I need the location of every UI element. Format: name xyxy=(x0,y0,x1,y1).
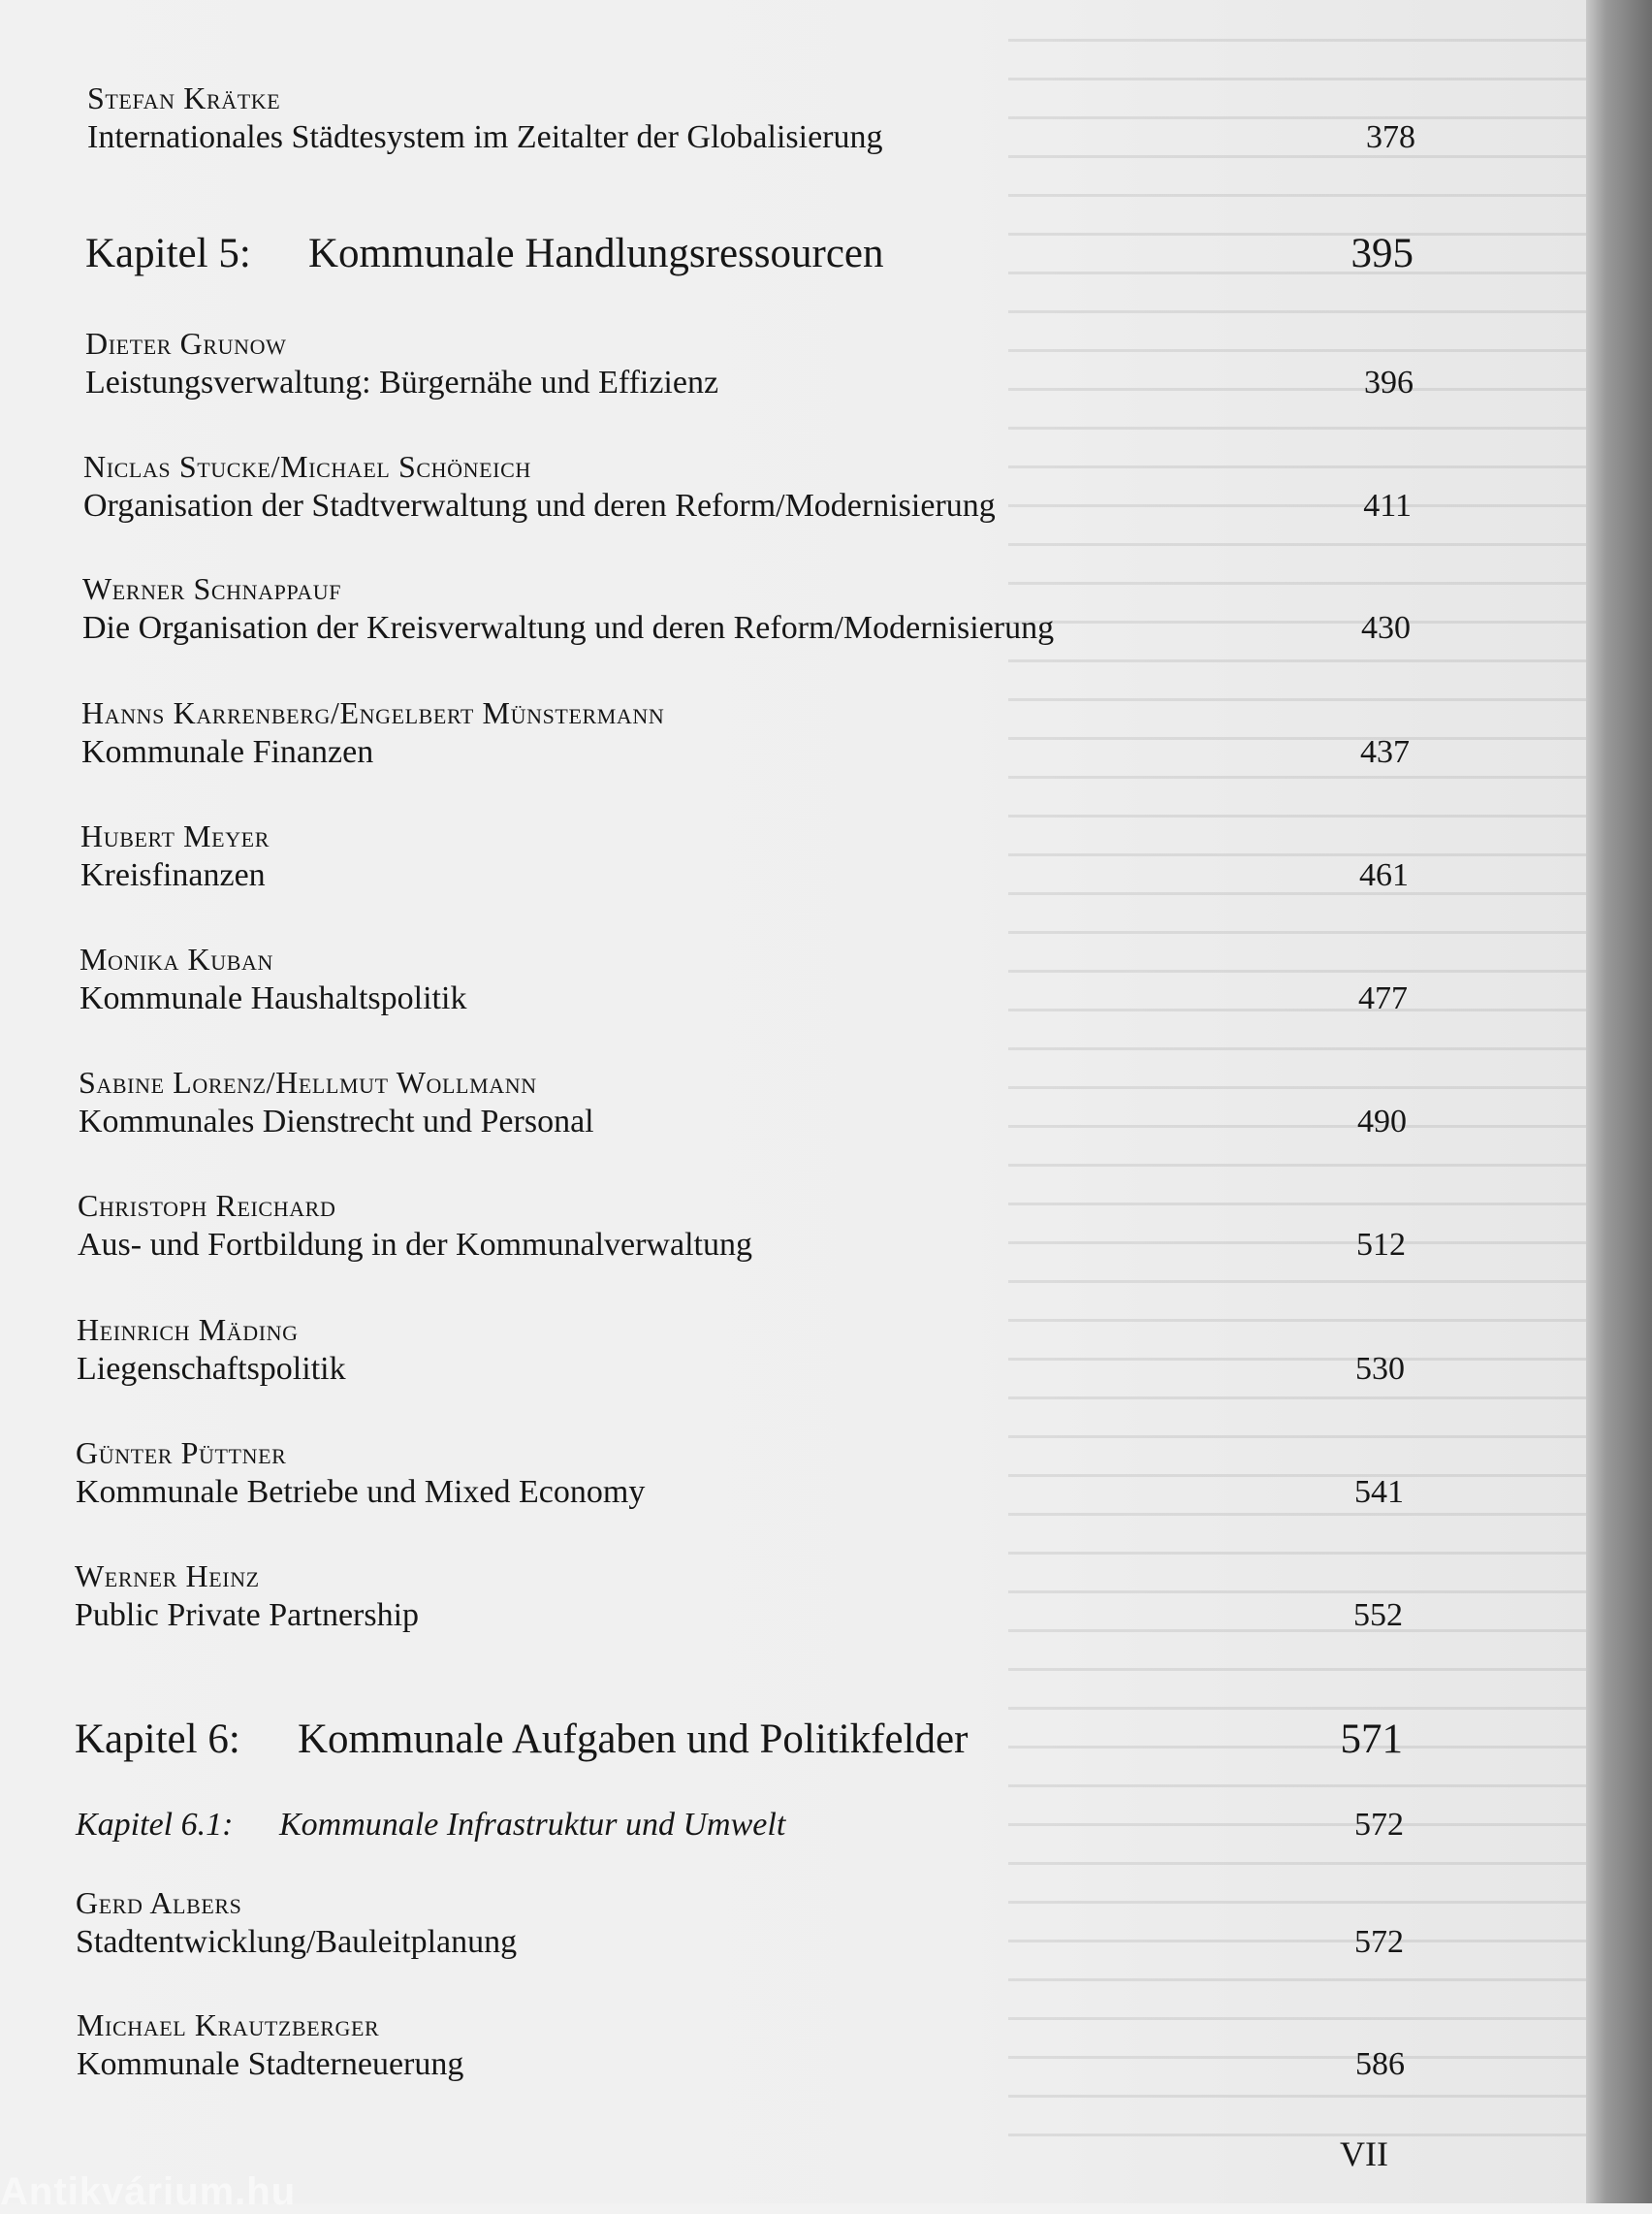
entry-page-number: 572 xyxy=(1354,1807,1404,1843)
toc-chapter-5 xyxy=(85,227,1414,281)
entry-page-number: 530 xyxy=(1355,1351,1405,1387)
entry-author: Stefan Krätke xyxy=(87,80,281,115)
chapter-heading xyxy=(85,227,884,281)
entry-title: Kommunale Betriebe und Mixed Economy xyxy=(76,1474,646,1510)
toc-entry-meyer xyxy=(80,818,1409,897)
subchapter-heading xyxy=(76,1804,785,1846)
entry-author: Gerd Albers xyxy=(76,1885,242,1920)
entry-author: Günter Püttner xyxy=(76,1435,287,1470)
entry-author: Hubert Meyer xyxy=(80,818,270,853)
toc-entry-stucke xyxy=(83,448,1412,528)
entry-page-number: 586 xyxy=(1355,2046,1405,2082)
toc-entry-reichard xyxy=(78,1187,1406,1267)
page-folio: VII xyxy=(1340,2134,1388,2173)
subchapter-title: Kommunale Infrastruktur und Umwelt xyxy=(279,1807,786,1843)
entry-page-number: 541 xyxy=(1354,1474,1404,1510)
entry-title: Kreisfinanzen xyxy=(80,857,266,893)
entry-page-number: 411 xyxy=(1363,488,1412,524)
entry-title: Kommunale Haushaltspolitik xyxy=(79,980,467,1016)
toc-subchapter-6-1 xyxy=(76,1804,1404,1846)
toc-entry-heinz xyxy=(75,1557,1403,1637)
entry-page-number: 512 xyxy=(1356,1227,1406,1263)
entry-title: Kommunales Dienstrecht und Personal xyxy=(79,1104,594,1139)
entry-author: Heinrich Mäding xyxy=(77,1312,299,1347)
entry-title: Organisation der Stadtverwaltung und deren Reform/Modernisierung xyxy=(83,488,996,524)
entry-page-number: 571 xyxy=(1340,1717,1403,1762)
entry-author: Christoph Reichard xyxy=(78,1188,336,1223)
entry-page-number: 430 xyxy=(1361,610,1411,646)
watermark-text: Antikvárium.hu xyxy=(0,2170,297,2213)
toc-entry-lorenz xyxy=(79,1064,1407,1143)
entry-author: Hanns Karrenberg/Engelbert Münstermann xyxy=(81,695,665,730)
entry-page-number: 395 xyxy=(1350,231,1414,276)
entry-page-number: 490 xyxy=(1357,1104,1407,1139)
entry-page-number: 396 xyxy=(1364,365,1414,401)
toc-entry-grunow xyxy=(85,325,1414,404)
entry-title: Leistungsverwaltung: Bürgernähe und Effizienz xyxy=(85,365,719,401)
entry-author: Niclas Stucke/Michael Schöneich xyxy=(83,449,531,484)
entry-page-number: 552 xyxy=(1353,1597,1403,1633)
entry-author: Werner Schnappauf xyxy=(82,571,342,606)
toc-entry-karrenberg xyxy=(81,694,1410,774)
toc-entry-maeding xyxy=(77,1311,1405,1391)
toc-entry-kuban xyxy=(79,941,1408,1020)
entry-page-number: 572 xyxy=(1354,1924,1404,1960)
toc-entry-krautzberger xyxy=(77,2006,1405,2086)
entry-title: Die Organisation der Kreisverwaltung und deren Reform/Modernisierung xyxy=(82,610,1055,646)
toc-entry-schnappauf xyxy=(82,570,1411,650)
subchapter-label: Kapitel 6.1: xyxy=(76,1807,234,1843)
toc-entry-albers xyxy=(76,1884,1404,1964)
entry-page-number: 461 xyxy=(1359,857,1409,893)
entry-title: Stadtentwicklung/Bauleitplanung xyxy=(76,1924,518,1960)
entry-title: Aus- und Fortbildung in der Kommunalverwaltung xyxy=(78,1227,752,1263)
entry-title: Internationales Städtesystem im Zeitalter der Globalisierung xyxy=(87,119,883,155)
entry-title: Kommunale Finanzen xyxy=(81,734,374,770)
toc-chapter-6 xyxy=(75,1713,1403,1767)
entry-title: Kommunale Stadterneuerung xyxy=(77,2046,464,2082)
toc-entry-kraetke xyxy=(87,80,1415,159)
toc-entry-puettner xyxy=(76,1434,1404,1514)
chapter-heading xyxy=(75,1713,968,1767)
entry-page-number: 477 xyxy=(1358,980,1408,1016)
entry-title: Public Private Partnership xyxy=(75,1597,420,1633)
entry-author: Werner Heinz xyxy=(75,1558,260,1593)
entry-author: Michael Krautzberger xyxy=(77,2007,380,2042)
entry-author: Sabine Lorenz/Hellmut Wollmann xyxy=(79,1065,537,1100)
entry-page-number: 437 xyxy=(1360,734,1410,770)
entry-author: Dieter Grunow xyxy=(85,326,287,361)
chapter-title: Kommunale Aufgaben und Politikfelder xyxy=(298,1717,969,1762)
chapter-title: Kommunale Handlungsressourcen xyxy=(308,231,884,276)
entry-title: Liegenschaftspolitik xyxy=(77,1351,346,1387)
entry-author: Monika Kuban xyxy=(79,942,273,977)
entry-page-number: 378 xyxy=(1366,119,1415,155)
chapter-label: Kapitel 6: xyxy=(75,1717,240,1762)
chapter-label: Kapitel 5: xyxy=(85,231,251,276)
